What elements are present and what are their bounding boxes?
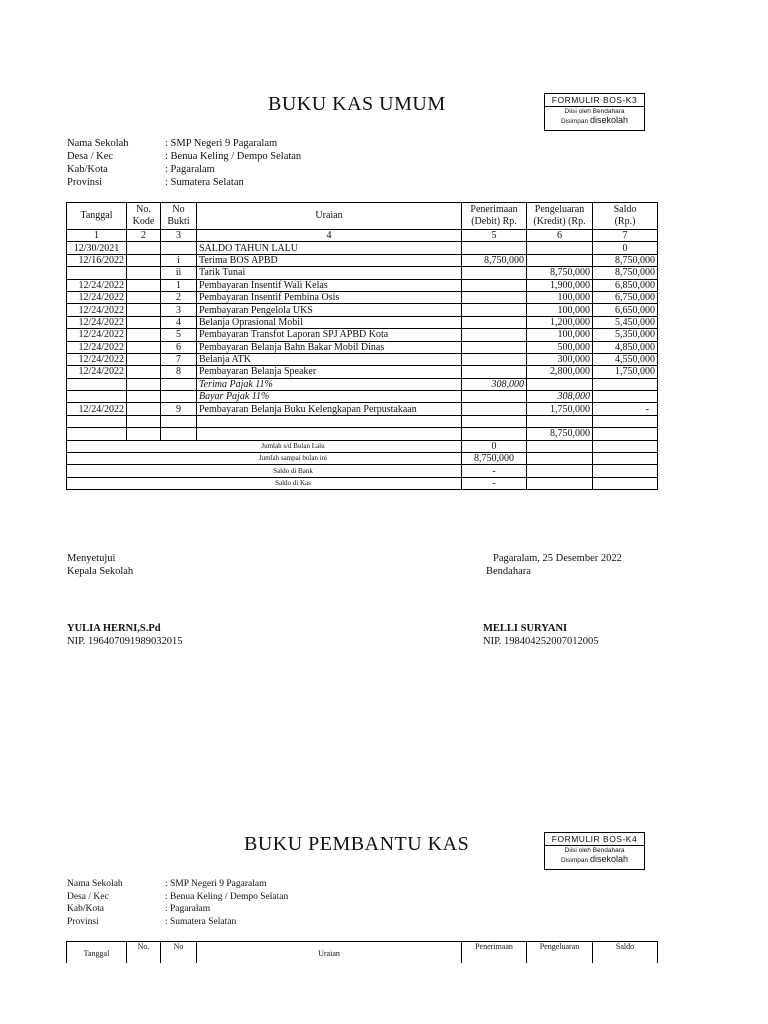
principal-name: YULIA HERNI,S.Pd xyxy=(67,623,161,634)
cell-saldo: 4,550,000 xyxy=(593,353,658,365)
cell-tanggal: 12/24/2022 xyxy=(67,341,127,353)
header-tanggal: Tanggal xyxy=(67,203,127,230)
cell-uraian xyxy=(197,415,462,427)
summary-empty xyxy=(527,440,593,452)
cell-saldo xyxy=(593,428,658,440)
cell-tanggal: 12/24/2022 xyxy=(67,403,127,415)
cell-bukti xyxy=(161,391,197,403)
cell-uraian: Pembayaran Insentif Pembina Osis xyxy=(197,291,462,303)
cell-kode xyxy=(127,366,161,378)
cell-uraian: Belanja ATK xyxy=(197,353,462,365)
signature-left xyxy=(67,552,183,648)
table-row xyxy=(67,428,658,440)
cell-debit xyxy=(462,415,527,427)
summary-empty xyxy=(527,477,593,489)
cell-kode xyxy=(127,254,161,266)
header-penerimaan-2: Penerimaan xyxy=(462,942,527,964)
cell-tanggal: 12/16/2022 xyxy=(67,254,127,266)
info-row: Kab/Kota : Pagaralam xyxy=(67,164,215,175)
cell-kredit xyxy=(527,415,593,427)
cash-subledger-table xyxy=(66,941,658,963)
cell-saldo xyxy=(593,378,658,390)
cell-tanggal: 12/24/2022 xyxy=(67,316,127,328)
table-row xyxy=(67,329,658,341)
cell-bukti xyxy=(161,428,197,440)
cell-debit xyxy=(462,366,527,378)
summary-value: - xyxy=(462,465,527,477)
table-row xyxy=(67,366,658,378)
cell-saldo: 8,750,000 xyxy=(593,267,658,279)
table-row xyxy=(67,353,658,365)
cell-debit xyxy=(462,428,527,440)
header-no-kode-2: No. xyxy=(127,942,161,964)
cell-kode xyxy=(127,267,161,279)
table-row xyxy=(67,415,658,427)
table-row xyxy=(67,341,658,353)
info-row: Provinsi : Sumatera Selatan xyxy=(67,916,237,927)
cell-uraian: Pembayaran Transfot Laporan SPJ APBD Kota xyxy=(197,329,462,341)
summary-label: Saldo di Bank xyxy=(67,465,462,477)
cell-debit: 308,000 xyxy=(462,378,527,390)
cell-uraian: Terima Pajak 11% xyxy=(197,378,462,390)
page-title-2: BUKU PEMBANTU KAS xyxy=(244,833,470,855)
cell-bukti: 5 xyxy=(161,329,197,341)
cell-uraian: Pembayaran Insentif Wali Kelas xyxy=(197,279,462,291)
cell-saldo: 6,650,000 xyxy=(593,304,658,316)
cell-tanggal: 12/24/2022 xyxy=(67,366,127,378)
cell-kredit: 1,900,000 xyxy=(527,279,593,291)
cell-bukti xyxy=(161,415,197,427)
cell-debit: 8,750,000 xyxy=(462,254,527,266)
table-header-2 xyxy=(67,942,658,964)
table-row xyxy=(67,242,658,254)
cell-bukti: 1 xyxy=(161,279,197,291)
cell-saldo: 8,750,000 xyxy=(593,254,658,266)
cell-tanggal xyxy=(67,415,127,427)
cell-debit xyxy=(462,329,527,341)
school-info xyxy=(67,137,301,189)
principal-role: Kepala Sekolah xyxy=(67,566,134,577)
summary-empty xyxy=(527,453,593,465)
header-penerimaan: Penerimaan (Debit) Rp. xyxy=(462,203,527,230)
treasurer-nip: NIP. 198404252007012005 xyxy=(483,636,599,647)
cell-saldo: 5,450,000 xyxy=(593,316,658,328)
cell-kode xyxy=(127,378,161,390)
table-row xyxy=(67,254,658,266)
cell-uraian: Pembayaran Belanja Bahn Bakar Mobil Dinas xyxy=(197,341,462,353)
table-header xyxy=(67,203,658,230)
summary-label: Jumlah s/d Bulan Lalu xyxy=(67,440,462,452)
cell-debit xyxy=(462,316,527,328)
cell-debit xyxy=(462,267,527,279)
cell-uraian: Terima BOS APBD xyxy=(197,254,462,266)
cell-bukti xyxy=(161,378,197,390)
cell-uraian: Pembayaran Pengelola UKS xyxy=(197,304,462,316)
form-code-2: FORMULIR BOS-K4 xyxy=(545,833,644,846)
cell-debit xyxy=(462,341,527,353)
cell-kredit: 2,800,000 xyxy=(527,366,593,378)
approval-label: Menyetujui xyxy=(67,553,116,564)
summary-value: 8,750,000 xyxy=(462,453,527,465)
cell-kode xyxy=(127,341,161,353)
cell-bukti: 6 xyxy=(161,341,197,353)
summary-empty xyxy=(527,465,593,477)
principal-nip: NIP. 196407091989032015 xyxy=(67,636,183,647)
cell-tanggal xyxy=(67,378,127,390)
cell-kredit xyxy=(527,242,593,254)
info-row: Desa / Kec : Benua Keling / Dempo Selatan xyxy=(67,891,289,902)
cell-tanggal: 12/24/2022 xyxy=(67,279,127,291)
cell-tanggal xyxy=(67,267,127,279)
form-code-box xyxy=(544,93,645,131)
cell-kode xyxy=(127,329,161,341)
cell-debit xyxy=(462,304,527,316)
header-no-bukti: No Bukti xyxy=(161,203,197,230)
cell-kode xyxy=(127,242,161,254)
summary-label: Saldo di Kas xyxy=(67,477,462,489)
header-pengeluaran-2: Pengeluaran xyxy=(527,942,593,964)
cell-debit xyxy=(462,242,527,254)
header-uraian-2: Uraian xyxy=(197,942,462,964)
cell-uraian: Pembayaran Belanja Speaker xyxy=(197,366,462,378)
cell-tanggal: 12/24/2022 xyxy=(67,329,127,341)
cell-uraian: Pembayaran Belanja Buku Kelengkapan Perpustakaan xyxy=(197,403,462,415)
cell-kode xyxy=(127,403,161,415)
cell-bukti: 9 xyxy=(161,403,197,415)
summary-row xyxy=(67,440,658,452)
table-row xyxy=(67,378,658,390)
summary-empty xyxy=(593,477,658,489)
summary-value: 0 xyxy=(462,440,527,452)
cell-saldo: 4,850,000 xyxy=(593,341,658,353)
cell-uraian xyxy=(197,428,462,440)
cell-kredit: 8,750,000 xyxy=(527,428,593,440)
signature-right xyxy=(483,552,622,648)
cell-tanggal: 12/24/2022 xyxy=(67,304,127,316)
form-note-stored: Disimpan disekolah xyxy=(561,115,628,125)
summary-label: Jumlah sampai bulan ini xyxy=(67,453,462,465)
table-row xyxy=(67,391,658,403)
cell-tanggal xyxy=(67,391,127,403)
cell-kredit xyxy=(527,254,593,266)
cell-kode xyxy=(127,415,161,427)
form-code-box-2 xyxy=(544,832,645,870)
table-row xyxy=(67,304,658,316)
cell-saldo: 5,350,000 xyxy=(593,329,658,341)
school-info-2 xyxy=(67,878,288,928)
cell-kode xyxy=(127,304,161,316)
header-no-kode: No. Kode xyxy=(127,203,161,230)
cell-saldo xyxy=(593,391,658,403)
cell-debit xyxy=(462,353,527,365)
cell-saldo: 0 xyxy=(593,242,658,254)
cell-kredit: 308,000 xyxy=(527,391,593,403)
header-uraian: Uraian xyxy=(197,203,462,230)
cell-kredit xyxy=(527,378,593,390)
cell-kredit: 1,750,000 xyxy=(527,403,593,415)
cell-kredit: 100,000 xyxy=(527,329,593,341)
cell-kode xyxy=(127,291,161,303)
column-number-row: 1 2 3 4 5 6 7 xyxy=(67,230,658,242)
cell-uraian: Tarik Tunai xyxy=(197,267,462,279)
cell-bukti: i xyxy=(161,254,197,266)
form-note-stored-2: Disimpan disekolah xyxy=(561,854,628,864)
header-saldo: Saldo (Rp.) xyxy=(593,203,658,230)
table-row xyxy=(67,403,658,415)
page-title: BUKU KAS UMUM xyxy=(268,93,446,115)
cell-kredit: 1,200,000 xyxy=(527,316,593,328)
table-row xyxy=(67,267,658,279)
info-row: Desa / Kec : Benua Keling / Dempo Selatan xyxy=(67,151,302,162)
cell-debit xyxy=(462,403,527,415)
header-saldo-2: Saldo xyxy=(593,942,658,964)
info-row: Provinsi : Sumatera Selatan xyxy=(67,177,244,188)
cell-tanggal: 12/24/2022 xyxy=(67,353,127,365)
cell-debit xyxy=(462,391,527,403)
header-tanggal-2: Tanggal xyxy=(67,942,127,964)
summary-row xyxy=(67,465,658,477)
cell-saldo: 6,850,000 xyxy=(593,279,658,291)
cell-kredit: 100,000 xyxy=(527,291,593,303)
place-date: Pagaralam, 25 Desember 2022 xyxy=(493,553,622,564)
cell-kode xyxy=(127,353,161,365)
info-row: Kab/Kota : Pagaralam xyxy=(67,904,211,914)
cell-bukti xyxy=(161,242,197,254)
cell-bukti: 2 xyxy=(161,291,197,303)
cell-uraian: SALDO TAHUN LALU xyxy=(197,242,462,254)
cell-kode xyxy=(127,279,161,291)
table-row xyxy=(67,316,658,328)
form-code: FORMULIR BOS-K3 xyxy=(545,94,644,107)
cell-tanggal xyxy=(67,428,127,440)
cell-kode xyxy=(127,391,161,403)
table-row xyxy=(67,279,658,291)
cell-kredit: 8,750,000 xyxy=(527,267,593,279)
form-note-filled-by: Diisi oleh Bendahara xyxy=(564,108,625,115)
cell-saldo xyxy=(593,415,658,427)
cell-kredit: 100,000 xyxy=(527,304,593,316)
info-row: Nama Sekolah : SMP Negeri 9 Pagaralam xyxy=(67,138,278,149)
cell-saldo: 6,750,000 xyxy=(593,291,658,303)
cell-kredit: 300,000 xyxy=(527,353,593,365)
cell-debit xyxy=(462,291,527,303)
summary-row xyxy=(67,453,658,465)
treasurer-name: MELLI SURYANI xyxy=(483,623,568,634)
cell-kode xyxy=(127,316,161,328)
cell-tanggal: 12/24/2022 xyxy=(67,291,127,303)
cell-bukti: 4 xyxy=(161,316,197,328)
cell-uraian: Belanja Oprasional Mobil xyxy=(197,316,462,328)
cell-bukti: 8 xyxy=(161,366,197,378)
cell-uraian: Bayar Pajak 11% xyxy=(197,391,462,403)
summary-empty xyxy=(593,440,658,452)
cell-tanggal: 12/30/2021 xyxy=(67,242,127,254)
cash-ledger-table xyxy=(66,202,658,490)
summary-empty xyxy=(593,465,658,477)
summary-value: - xyxy=(462,477,527,489)
cell-bukti: ii xyxy=(161,267,197,279)
form-note-filled-by-2: Diisi oleh Bendahara xyxy=(564,847,625,854)
summary-empty xyxy=(593,453,658,465)
treasurer-role: Bendahara xyxy=(486,566,531,577)
cell-saldo: 1,750,000 xyxy=(593,366,658,378)
info-row: Nama Sekolah : SMP Negeri 9 Pagaralam xyxy=(67,879,267,889)
cell-kredit: 500,000 xyxy=(527,341,593,353)
cell-debit xyxy=(462,279,527,291)
summary-row xyxy=(67,477,658,489)
table-row xyxy=(67,291,658,303)
cell-bukti: 3 xyxy=(161,304,197,316)
header-pengeluaran: Pengeluaran (Kredit) (Rp. xyxy=(527,203,593,230)
cell-saldo: - xyxy=(593,403,658,415)
cell-kode xyxy=(127,428,161,440)
header-no-bukti-2: No xyxy=(161,942,197,964)
cell-bukti: 7 xyxy=(161,353,197,365)
